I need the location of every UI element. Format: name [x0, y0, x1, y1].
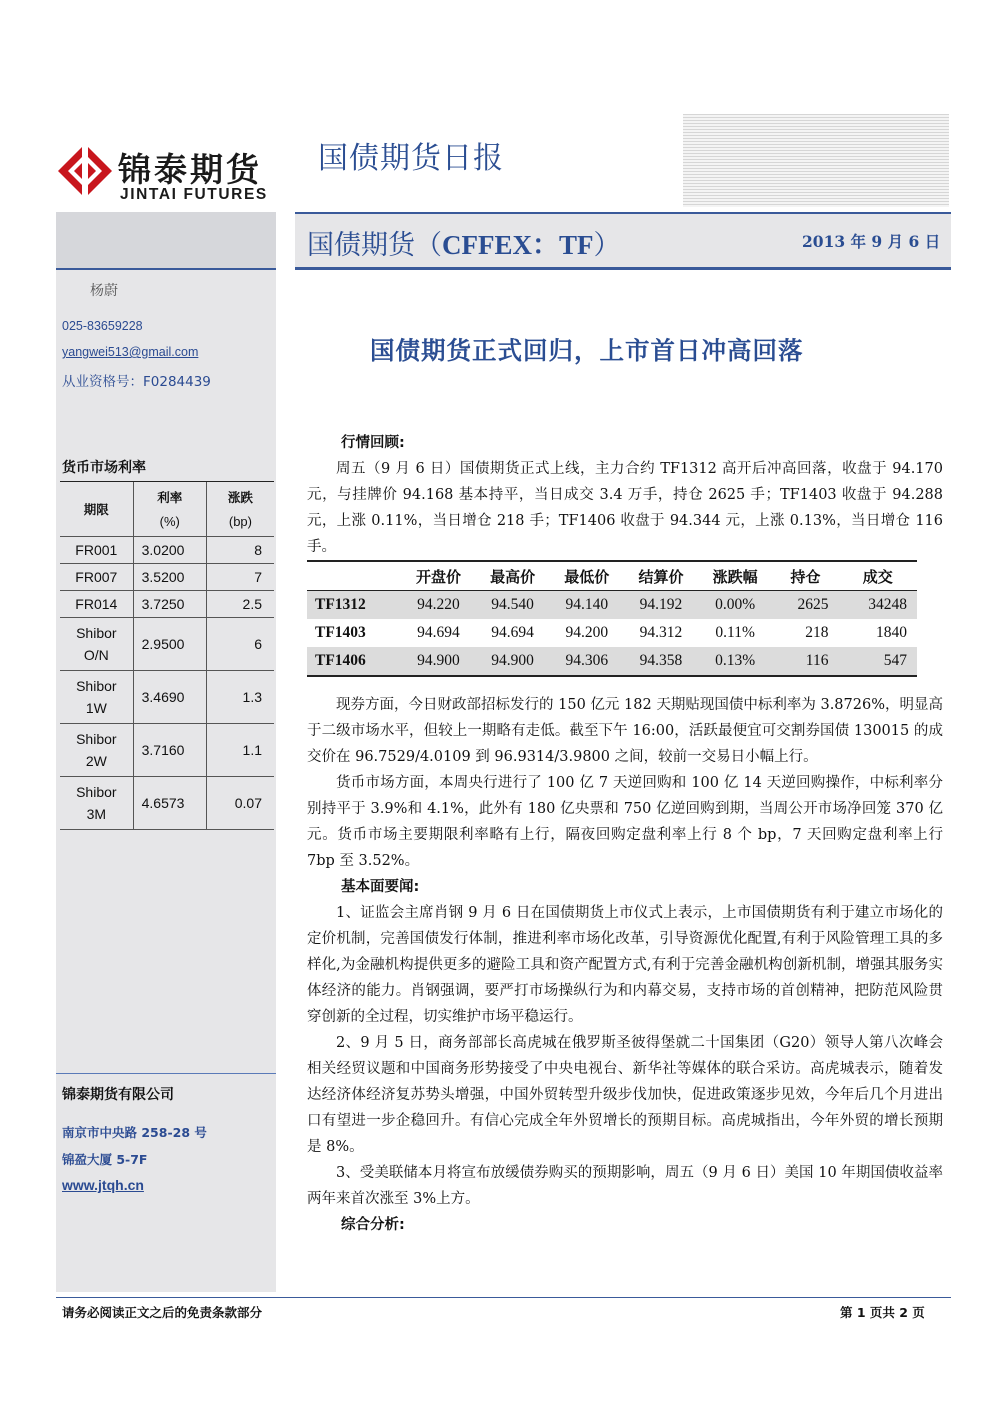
table-row: [307, 619, 917, 647]
rate-cell: 3.4690: [133, 670, 206, 723]
term-cell: FR014: [60, 590, 133, 617]
term-line1: Shibor: [76, 624, 117, 641]
author-license: 从业资格号：F0284439: [62, 374, 211, 390]
page-number: 第 1 页共 2 页: [840, 1305, 925, 1320]
header-change-line1: 涨跌: [227, 490, 253, 506]
author-name: 杨蔚: [90, 283, 118, 299]
term-line1: Shibor: [76, 783, 117, 800]
table-header-row: [60, 482, 274, 536]
table-cell: 94.900: [401, 647, 475, 676]
change-cell: 0.07: [206, 776, 274, 829]
rate-cell: 3.0200: [133, 536, 206, 563]
sidebar-divider: [56, 268, 276, 270]
table-cell: 94.900: [476, 647, 550, 676]
band-bottom-rule: [295, 267, 951, 270]
company-address-line2: 锦盈大厦 5-7F: [62, 1152, 148, 1167]
change-cell: 1.3: [206, 670, 274, 723]
contract-code: TF1312: [307, 591, 401, 620]
header-cell: 结算价: [638, 567, 684, 586]
review-section: [307, 430, 943, 560]
main-body-text: [307, 692, 943, 1238]
header-cell: 持仓: [790, 567, 821, 586]
section-heading-review: 行情回顾:: [341, 435, 405, 451]
table-cell: 94.358: [624, 647, 698, 676]
table-row: [60, 536, 274, 563]
table-header-row: [307, 561, 917, 591]
fundamentals-paragraph-1: 1、证监会主席肖钢 9 月 6 日在国债期货上市仪式上表示，上市国债期货有利于建立市场化的定价机制，完善国债发行体制，推进利率市场化改革，引导资源优化配置,有利于风险管理工具的多样化,为金融机构提供更多的避险工具和资产配置方式,有利于完善金融机构创新机制，增强其服务实体经济的能力。肖钢强调，要严打市场操纵行为和内幕交易，支持市场的首创精神，把防范风险贯穿创新的全过程，切实维护市场平稳运行。: [307, 905, 943, 1025]
headline: 国债期货正式回归，上市首日冲高回落: [370, 336, 804, 365]
table-cell: 1840: [876, 624, 907, 641]
brand-name-en: JINTAI FUTURES: [120, 186, 268, 203]
table-cell: 94.540: [476, 591, 550, 620]
term-line1: Shibor: [76, 730, 117, 747]
jintai-logo-icon: [56, 142, 114, 200]
futures-table: [307, 560, 917, 677]
term-line2: 1W: [85, 699, 107, 716]
table-cell: 94.192: [624, 591, 698, 620]
table-cell: 547: [838, 647, 917, 676]
table-row: [60, 617, 274, 670]
rate-cell: 4.6573: [133, 776, 206, 829]
header-cell: 开盘价: [415, 567, 461, 586]
report-title: 国债期货日报: [318, 141, 504, 176]
header-change: [206, 482, 274, 536]
author-email-link[interactable]: yangwei513@gmail.com: [62, 345, 199, 359]
rate-cell: 3.5200: [133, 563, 206, 590]
term-line1: Shibor: [76, 677, 117, 694]
change-cell: 2.5: [206, 590, 274, 617]
category-label-close: ）: [593, 230, 621, 261]
header-cell: 涨跌幅: [712, 567, 758, 586]
money-paragraph: 货币市场方面，本周央行进行了 100 亿 7 天逆回购和 100 亿 14 天逆回购操作，中标利率分别持平于 3.9%和 4.1%，此外有 180 亿央票和 750 亿逆回购到期，当周公开市场净回笼 370 亿元。货币市场主要期限利率略有上行，隔夜回购定盘利率上行 8 个 bp，7 天回购定盘利率上行 7bp 至 3.52%。: [307, 775, 943, 869]
table-cell: 2625: [772, 591, 838, 620]
company-address-line1: 南京市中央路 258-28 号: [62, 1125, 207, 1140]
header-term: 期限: [60, 482, 133, 536]
contract-code: TF1406: [307, 647, 401, 676]
author-phone: 025-83659228: [62, 319, 143, 333]
category-code: CFFEX：TF: [442, 230, 594, 260]
header-rate-line1: 利率: [157, 490, 183, 506]
table-cell: 94.140: [550, 591, 624, 620]
rate-cell: 2.9500: [133, 617, 206, 670]
sidebar-top-block: [56, 212, 276, 268]
table-cell: 94.694: [491, 624, 534, 641]
category-label: [307, 223, 621, 262]
footer-rule: [56, 1297, 951, 1298]
term-cell: FR001: [60, 536, 133, 563]
table-cell: 94.694: [417, 624, 460, 641]
change-cell: 7: [206, 563, 274, 590]
table-row: [60, 723, 274, 776]
change-cell: 8: [206, 536, 274, 563]
section-heading-fundamentals: 基本面要闻:: [341, 879, 420, 895]
change-cell: 1.1: [206, 723, 274, 776]
header-rate-line2: (%): [159, 514, 180, 530]
term-line2: O/N: [83, 646, 109, 663]
term-cell: [60, 670, 133, 723]
section-heading-analysis: 综合分析:: [341, 1217, 405, 1233]
table-row: [60, 590, 274, 617]
table-cell: 94.306: [550, 647, 624, 676]
category-label-cn: 国债期货（: [307, 230, 442, 261]
spot-paragraph: 现券方面，今日财政部招标发行的 150 亿元 182 天期贴现国债中标利率为 3.8726%，明显高于二级市场水平，但较上一期略有走低。截至下午 16:00，活跃最便宜可交割券国债 130015 的成交价在 96.7529/4.0109 到 96.9314/3.9800 之间，较前一交易日小幅上行。: [307, 697, 943, 765]
table-cell: 94.200: [565, 624, 609, 641]
term-cell: FR007: [60, 563, 133, 590]
term-cell: [60, 723, 133, 776]
header-rate: [133, 482, 206, 536]
term-line2: 2W: [85, 752, 107, 769]
fundamentals-paragraph-2: 2、9 月 5 日，商务部部长高虎城在俄罗斯圣彼得堡就二十国集团（G20）领导人第八次峰会相关经贸议题和中国商务形势接受了中央电视台、新华社等媒体的联合采访。高虎城表示，随着发达经济体经济复苏势头增强，中国外贸转型升级步伐加快，促进政策逐步见效，今年后几个月进出口有望进一步企稳回升。有信心完成全年外贸增长的预期目标。高虎城指出，今年外贸的增长预期是 8%。: [307, 1035, 943, 1155]
table-cell: 34248: [838, 591, 917, 620]
company-name: 锦泰期货有限公司: [62, 1087, 174, 1103]
review-paragraph: 周五（9 月 6 日）国债期货正式上线，主力合约 TF1312 高开后冲高回落，收盘于 94.170 元，与挂牌价 94.168 基本持平，当日成交 3.4 万手，持仓 2625 手；TF1403 收盘于 94.288 元，上涨 0.11%，当日增仓 218 手；TF1406 收盘于 94.344 元，上涨 0.13%，当日增仓 116 手。: [307, 461, 943, 555]
term-line2: 3M: [86, 805, 107, 822]
money-market-table: [60, 482, 274, 830]
rate-cell: 3.7250: [133, 590, 206, 617]
term-cell: [60, 776, 133, 829]
rate-cell: 3.7160: [133, 723, 206, 776]
fundamentals-paragraph-3: 3、受美联储本月将宣布放缓债券购买的预期影响，周五（9 月 6 日）美国 10 年期国债收益率两年来首次涨至 3%上方。: [307, 1165, 943, 1207]
table-cell: 218: [805, 624, 829, 641]
header-hatch-decoration: [683, 114, 949, 207]
table-cell: 0.00%: [698, 591, 772, 620]
contract-code: TF1403: [315, 624, 366, 641]
header-cell: 成交: [862, 567, 893, 586]
header-cell: 最高价: [490, 567, 536, 586]
term-cell: [60, 617, 133, 670]
table-cell: 0.13%: [698, 647, 772, 676]
table-cell: 116: [772, 647, 838, 676]
table-cell: 94.312: [639, 624, 683, 641]
report-date: 2013 年 9 月 6 日: [802, 232, 941, 251]
table-row: [307, 647, 917, 676]
table-row: [60, 563, 274, 590]
money-market-title: 货币市场利率: [62, 460, 146, 476]
header-change-line2: (bp): [228, 514, 252, 530]
header-cell: [307, 561, 401, 591]
table-row: [307, 591, 917, 620]
brand-name-cn: 锦泰期货: [118, 150, 262, 189]
change-cell: 6: [206, 617, 274, 670]
table-cell: 94.220: [401, 591, 475, 620]
table-row: [60, 776, 274, 829]
table-cell: 0.11%: [715, 624, 755, 641]
disclaimer-notice: 请务必阅读正文之后的免责条款部分: [62, 1305, 263, 1320]
company-divider: [56, 1073, 276, 1074]
header-cell: 最低价: [564, 567, 610, 586]
company-website-link[interactable]: www.jtqh.cn: [62, 1177, 144, 1193]
table-row: [60, 670, 274, 723]
